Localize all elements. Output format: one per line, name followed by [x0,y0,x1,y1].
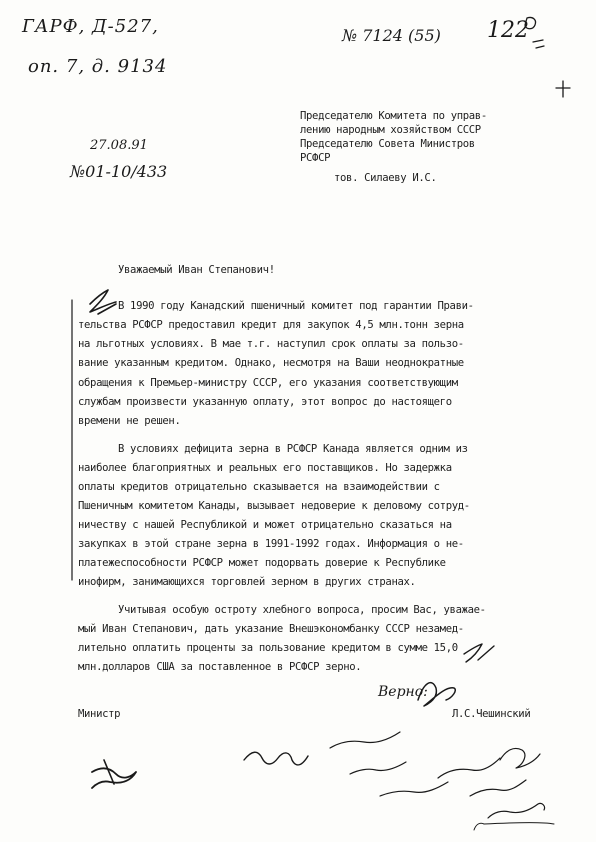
paragraph-1-line-3: на льготных условиях. В мае т.г. наступил срок оплаты за пользо- [78,338,464,350]
registration-number: №01-10/433 [70,162,168,181]
paragraph-3-line-4: млн.долларов США за поставленное в РСФСР зерно. [78,661,362,673]
paragraph-2-line-5: ничеству с нашей Республикой и может отрицательно сказаться на [78,519,452,531]
salutation: Уважаемый Иван Степанович! [118,264,275,276]
paragraph-2-line-1: В условиях дефицита зерна в РСФСР Канада является одним из [118,443,468,455]
paragraph-2-line-3: оплаты кредитов отрицательно сказывается на взаимодействии с [78,481,440,493]
paragraph-2-line-2: наиболее благоприятных и реальных его поставщиков. Но задержка [78,462,452,474]
addressee-line-2: лению народным хозяйством СССР [300,124,481,136]
registration-date: 27.08.91 [90,138,148,153]
signature-title: Министр [78,708,121,720]
paragraph-2-line-8: инофирм, занимающихся торговлей зерном в других странах. [78,576,416,588]
paragraph-1-line-5: обращения к Премьер-министру СССР, его указания соответствующим [78,377,458,389]
addressee-line-4: РСФСР [300,152,331,164]
addressee-name: тов. Силаеву И.С. [334,172,437,184]
document-number: № 7124 (55) [342,26,441,45]
archive-reference-line-2: оп. 7, д. 9134 [28,56,168,77]
paragraph-2-line-4: Пшеничным комитетом Канады, вызывает недоверие к деловому сотруд- [78,500,470,512]
addressee-line-3: Председателю Совета Министров [300,138,475,150]
paragraph-1-line-6: службам произвести указанную оплату, этот вопрос до настоящего [78,396,452,408]
paragraph-1-line-4: вание указанным кредитом. Однако, несмотря на Ваши неоднократные [78,357,464,369]
paragraph-1-line-7: времени не решен. [78,415,181,427]
paragraph-3-line-3: лительно оплатить проценты за пользование кредитом в сумме 15,0 [78,642,458,654]
paragraph-1-line-1: В 1990 году Канадский пшеничный комитет под гарантии Прави- [118,300,474,312]
paragraph-3-line-1: Учитывая особую остроту хлебного вопроса, просим Вас, уважае- [118,604,486,616]
addressee-line-1: Председателю Комитета по управ- [300,110,487,122]
paragraph-3-line-2: мый Иван Степанович, дать указание Внешэкономбанку СССР незамед- [78,623,464,635]
archive-reference-line-1: ГАРФ, Д-527, [22,16,159,37]
paragraph-1-line-2: тельства РСФСР предоставил кредит для закупок 4,5 млн.тонн зерна [78,319,464,331]
verified-mark: Верно: [378,684,428,700]
page-number: 122 [487,18,529,43]
paragraph-2-line-6: закупках в этой стране зерна в 1991-1992 годах. Информация о не- [78,538,464,550]
paragraph-2-line-7: платежеспособности РСФСР может подорвать доверие к Республике [78,557,446,569]
signature-name: Л.С.Чешинский [452,708,531,720]
